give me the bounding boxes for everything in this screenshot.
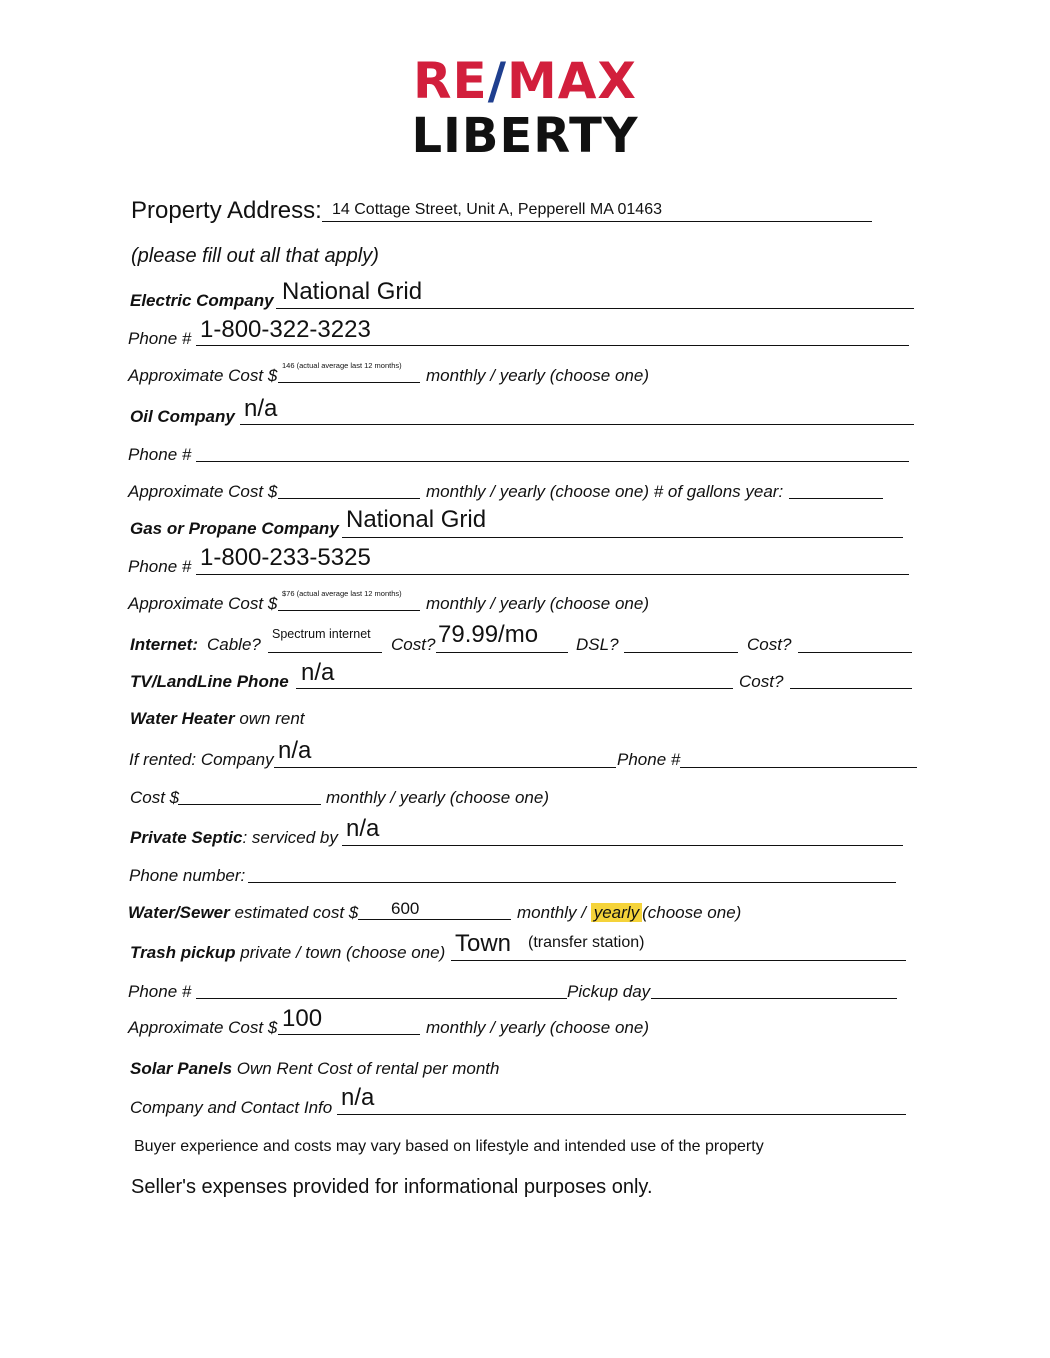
electric-label: Electric Company [130,291,274,310]
gas-phone-value[interactable]: 1-800-233-5325 [200,544,371,571]
trash-cost-value[interactable]: 100 [282,1005,323,1032]
internet-dsl-cost-line [798,652,912,653]
gas-cost-suffix: monthly / yearly (choose one) [426,594,649,613]
disclaimer-buyer: Buyer experience and costs may vary based on lifestyle and intended use of the property [134,1138,764,1155]
rented-cost-line [178,804,321,805]
oil-phone-label: Phone # [128,445,192,464]
trash-cost-label: Approximate Cost $ [128,1018,278,1037]
oil-company-value[interactable]: n/a [244,395,278,422]
oil-cost-line [278,498,420,499]
internet-cable-line [268,652,382,653]
logo-re-text: RE [413,52,488,110]
internet-dsl-label: DSL? [576,635,619,654]
oil-company-line [240,424,914,425]
tv-label: TV/LandLine Phone [130,672,289,691]
septic-label: Private Septic: serviced by [130,828,338,847]
trash-pickup-line [651,998,897,999]
rented-company-line [274,767,616,768]
gas-label: Gas or Propane Company [130,519,339,538]
internet-cost-value[interactable]: 79.99/mo [438,621,539,648]
trash-line [451,960,906,961]
electric-cost-label: Approximate Cost $ [128,366,278,385]
water-heater-row: Water Heater own rent [130,709,305,728]
trash-cost-suffix: monthly / yearly (choose one) [426,1018,649,1037]
septic-line [342,845,903,846]
septic-phone-line [248,882,896,883]
internet-dsl-line [624,652,738,653]
trash-note: (transfer station) [528,934,645,951]
oil-cost-label: Approximate Cost $ [128,482,278,501]
property-address-label: Property Address: [131,197,322,224]
disclaimer-seller: Seller's expenses provided for informational purposes only. [131,1176,653,1198]
yearly-highlight: yearly [591,903,642,922]
electric-cost-value[interactable]: 146 (actual average last 12 months) [282,361,402,370]
solar-label: Solar Panels Own Rent Cost of rental per month [130,1059,500,1078]
oil-phone-line [196,461,909,462]
logo-slash: / [487,52,507,110]
internet-cable-value[interactable]: Spectrum internet [272,627,371,641]
electric-cost-suffix: monthly / yearly (choose one) [426,366,649,385]
trash-phone-label: Phone # [128,982,192,1001]
internet-dsl-cost-label: Cost? [747,635,792,654]
solar-info-label: Company and Contact Info [130,1098,333,1117]
internet-cost-label: Cost? [391,635,436,654]
logo-max-text: MAX [506,52,637,110]
internet-cost-line [436,652,568,653]
logo-remax [0,52,1050,110]
rented-company-label: If rented: Company [129,750,274,769]
logo-liberty: LIBERTY [411,108,639,164]
oil-label: Oil Company [130,407,235,426]
gas-phone-line [196,574,909,575]
electric-company-value[interactable]: National Grid [282,278,423,305]
tv-cost-label: Cost? [739,672,784,691]
trash-pickup-label: Pickup day [567,982,651,1001]
tv-value[interactable]: n/a [301,659,335,686]
water-sewer-label: Water/Sewer estimated cost $ [128,903,359,922]
property-address-value[interactable]: 14 Cottage Street, Unit A, Pepperell MA 01463 [332,201,662,218]
trash-label: Trash pickup private / town (choose one) [130,943,446,962]
tv-line [296,688,733,689]
tv-cost-line [790,688,912,689]
electric-phone-line [196,345,909,346]
rented-company-value[interactable]: n/a [278,737,312,764]
solar-info-value[interactable]: n/a [341,1084,375,1111]
trash-cost-line [278,1034,420,1035]
rented-phone-line [680,767,917,768]
septic-phone-label: Phone number: [129,866,246,885]
water-sewer-frequency: monthly / yearly (choose one) [517,903,742,922]
solar-info-line [337,1114,906,1115]
rented-phone-label: Phone # [617,750,681,769]
electric-phone-label: Phone # [128,329,192,348]
electric-phone-value[interactable]: 1-800-322-3223 [200,316,371,343]
internet-cable-label: Cable? [207,635,261,654]
trash-phone-line [196,998,567,999]
gas-cost-label: Approximate Cost $ [128,594,278,613]
water-sewer-cost-line [358,919,511,920]
oil-cost-suffix: monthly / yearly (choose one) # of gallons year: [426,482,784,501]
gas-cost-line [278,610,420,611]
property-address-line [322,221,872,222]
gas-company-line [342,537,903,538]
rented-cost-label: Cost $ [130,788,180,807]
gas-phone-label: Phone # [128,557,192,576]
internet-label: Internet: [130,635,198,654]
instructions: (please fill out all that apply) [131,245,379,267]
trash-value[interactable]: Town [455,930,512,957]
gas-company-value[interactable]: National Grid [346,506,487,533]
gas-cost-value[interactable]: $76 (actual average last 12 months) [282,589,402,598]
electric-company-line [276,308,914,309]
rented-cost-suffix: monthly / yearly (choose one) [326,788,549,807]
septic-value[interactable]: n/a [346,815,380,842]
electric-cost-line [278,382,420,383]
water-sewer-cost-value[interactable]: 600 [391,899,420,918]
oil-gallons-line [789,498,883,499]
